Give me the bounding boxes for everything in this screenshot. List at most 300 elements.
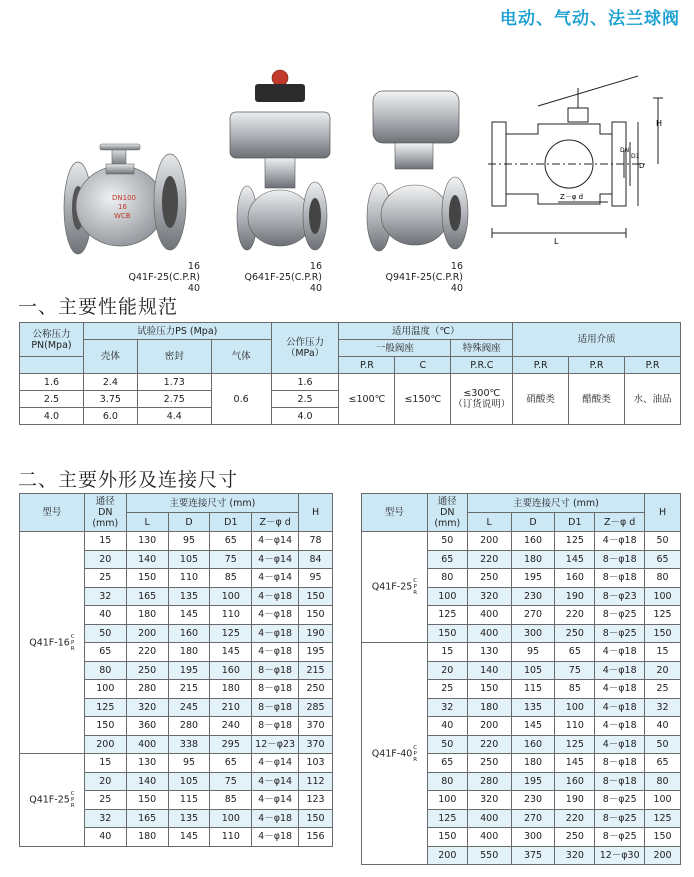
cell-d1: 320 — [555, 846, 595, 865]
header-h: H — [299, 494, 333, 532]
header-special-seat: 特殊阀座 — [451, 340, 513, 357]
model-material-codes: C P R — [70, 633, 75, 652]
cell-d1: 145 — [555, 550, 595, 569]
model-name: Q41F-25 — [371, 581, 413, 593]
cell-l: 150 — [467, 680, 511, 699]
cell-dn: 80 — [427, 569, 467, 588]
cell-z: 8－φ18 — [595, 754, 645, 773]
cell-h: 285 — [299, 698, 333, 717]
cell-h: 125 — [645, 809, 681, 828]
header-h: H — [645, 494, 681, 532]
cell-d: 105 — [168, 772, 210, 791]
cell-h: 150 — [645, 828, 681, 847]
cell-dn: 100 — [427, 587, 467, 606]
cell-h: 156 — [299, 828, 333, 847]
valve-marking-pn: 16 — [118, 203, 127, 211]
cell-l: 400 — [467, 606, 511, 625]
cell-d1: 160 — [555, 772, 595, 791]
cell-d: 110 — [168, 569, 210, 588]
cell-d: 135 — [168, 809, 210, 828]
valve-marking-dn: DN100 — [112, 194, 136, 202]
cell-z: 4－φ18 — [252, 643, 299, 662]
product-caption-q41f — [80, 261, 200, 294]
cell-l: 140 — [126, 772, 168, 791]
cell-l: 150 — [126, 569, 168, 588]
cell-dn: 125 — [427, 606, 467, 625]
cell-d1: 190 — [555, 791, 595, 810]
cell-h: 150 — [299, 809, 333, 828]
cell-z: 4－φ14 — [252, 569, 299, 588]
cell-d1: 110 — [210, 606, 252, 625]
cell-z: 4－φ18 — [595, 532, 645, 551]
cell-h: 100 — [645, 587, 681, 606]
model-name: Q41F-25 — [29, 794, 70, 806]
cell-l: 360 — [126, 717, 168, 736]
product-label: Q941F-25(C.P.R) — [385, 272, 463, 283]
header-model: 型号 — [20, 494, 85, 532]
cell-model — [20, 532, 85, 754]
dim-label-h: H — [656, 119, 663, 128]
cell-l: 280 — [467, 772, 511, 791]
header-working-pressure: 公作压力 （MPa） — [271, 323, 339, 374]
cell-h: 65 — [645, 754, 681, 773]
cell-dn: 100 — [427, 791, 467, 810]
model-material-codes: C P R — [413, 744, 418, 763]
cell-z: 8－φ18 — [252, 680, 299, 699]
cell-d: 245 — [168, 698, 210, 717]
cell-d1: 110 — [210, 828, 252, 847]
page-title: 电动、气动、法兰球阀 — [500, 9, 680, 29]
cell-d: 115 — [168, 791, 210, 810]
cell-d1: 220 — [555, 809, 595, 828]
cell-z: 4－φ18 — [595, 680, 645, 699]
cell-d1: 85 — [210, 791, 252, 810]
cell-pn: 4.0 — [20, 408, 84, 425]
cell-d: 105 — [511, 661, 555, 680]
cell-h: 125 — [645, 606, 681, 625]
dim-label-d: D — [639, 162, 645, 170]
cell-dn: 150 — [427, 624, 467, 643]
cell-d: 160 — [511, 532, 555, 551]
cell-dn: 65 — [427, 754, 467, 773]
cell-seal: 1.73 — [137, 374, 211, 391]
cell-z: 4－φ18 — [595, 717, 645, 736]
cell-l: 250 — [126, 661, 168, 680]
table-row — [362, 643, 681, 662]
cell-dn: 50 — [84, 624, 126, 643]
cell-l: 200 — [467, 717, 511, 736]
cell-l: 180 — [126, 828, 168, 847]
cell-h: 40 — [645, 717, 681, 736]
pneumatic-ball-valve-image — [225, 68, 335, 260]
pressure-top: 16 — [309, 261, 322, 272]
cell-body: 2.4 — [83, 374, 137, 391]
cell-pn: 2.5 — [20, 391, 84, 408]
header-d: D — [168, 513, 210, 532]
header-main-dims: 主要连接尺寸 (mm) — [126, 494, 298, 513]
cell-l: 320 — [467, 587, 511, 606]
header-z: Z－φ d — [595, 513, 645, 532]
cell-dn: 50 — [427, 735, 467, 754]
header-dn: 通径 DN (mm) — [427, 494, 467, 532]
cell-dn: 200 — [84, 735, 126, 754]
cell-z: 8－φ25 — [595, 624, 645, 643]
cell-h: 32 — [645, 698, 681, 717]
cell-l: 180 — [467, 698, 511, 717]
cell-d1: 295 — [210, 735, 252, 754]
cell-d: 300 — [511, 828, 555, 847]
pressure-top: 16 — [187, 261, 200, 272]
cell-d: 230 — [511, 791, 555, 810]
cell-h: 150 — [299, 606, 333, 625]
cell-dn: 125 — [427, 809, 467, 828]
cell-model — [362, 643, 428, 865]
cell-dn: 50 — [427, 532, 467, 551]
cell-z: 8－φ25 — [595, 791, 645, 810]
cell-h: 370 — [299, 717, 333, 736]
cell-d: 215 — [168, 680, 210, 699]
cell-l: 220 — [467, 735, 511, 754]
electric-ball-valve-image — [355, 85, 473, 260]
cell-l: 250 — [467, 569, 511, 588]
cell-dn: 80 — [84, 661, 126, 680]
cell-dn: 150 — [427, 828, 467, 847]
cell-d: 115 — [511, 680, 555, 699]
cell-dn: 65 — [427, 550, 467, 569]
cell-dn: 25 — [84, 569, 126, 588]
cell-z: 4－φ18 — [252, 587, 299, 606]
cell-dn: 32 — [427, 698, 467, 717]
cell-z: 4－φ14 — [252, 532, 299, 551]
cell-h: 80 — [645, 569, 681, 588]
cell-l: 400 — [467, 828, 511, 847]
cell-d: 180 — [511, 550, 555, 569]
cell-d1: 100 — [555, 698, 595, 717]
header-media-pr-2: P.R — [569, 357, 625, 374]
cell-d: 270 — [511, 606, 555, 625]
product-caption-q941f — [345, 261, 463, 294]
technical-drawing — [488, 68, 684, 248]
cell-l: 250 — [467, 754, 511, 773]
cell-h: 84 — [299, 550, 333, 569]
cell-d1: 85 — [555, 680, 595, 699]
cell-z: 4－φ14 — [252, 550, 299, 569]
cell-d1: 220 — [555, 606, 595, 625]
header-dn: 通径 DN (mm) — [84, 494, 126, 532]
cell-l: 150 — [126, 791, 168, 810]
cell-z: 4－φ14 — [252, 754, 299, 773]
cell-z: 8－φ18 — [595, 569, 645, 588]
cell-z: 8－φ25 — [595, 809, 645, 828]
cell-h: 250 — [299, 680, 333, 699]
cell-l: 400 — [467, 624, 511, 643]
dimension-table-right — [361, 493, 681, 865]
cell-d1: 125 — [210, 624, 252, 643]
cell-body: 3.75 — [83, 391, 137, 408]
dim-label-z: Z－φ d — [560, 193, 584, 201]
cell-d1: 65 — [210, 532, 252, 551]
cell-dn: 65 — [84, 643, 126, 662]
cell-z: 8－φ18 — [595, 772, 645, 791]
cell-media-2: 醋酸类 — [569, 374, 625, 425]
cell-d: 145 — [168, 828, 210, 847]
cell-h: 370 — [299, 735, 333, 754]
cell-dn: 40 — [427, 717, 467, 736]
cell-z: 8－φ18 — [252, 717, 299, 736]
cell-model — [20, 754, 85, 847]
product-caption-q641f — [200, 261, 322, 294]
cell-d1: 190 — [555, 587, 595, 606]
cell-h: 112 — [299, 772, 333, 791]
header-temp-prc: P.R.C — [451, 357, 513, 374]
cell-dn: 20 — [84, 772, 126, 791]
header-body: 壳体 — [83, 340, 137, 374]
header-seal: 密封 — [137, 340, 211, 374]
cell-gas: 0.6 — [211, 374, 271, 425]
cell-z: 4－φ18 — [252, 828, 299, 847]
cell-z: 12－φ23 — [252, 735, 299, 754]
cell-dn: 40 — [84, 606, 126, 625]
cell-d: 180 — [168, 643, 210, 662]
cell-l: 180 — [126, 606, 168, 625]
cell-work: 4.0 — [271, 408, 339, 425]
model-material-codes: C P R — [70, 790, 75, 809]
cell-h: 65 — [645, 550, 681, 569]
cell-d1: 145 — [210, 643, 252, 662]
cell-d: 105 — [168, 550, 210, 569]
cell-z: 4－φ18 — [595, 735, 645, 754]
cell-d: 160 — [168, 624, 210, 643]
header-l: L — [467, 513, 511, 532]
cell-h: 25 — [645, 680, 681, 699]
cell-l: 400 — [126, 735, 168, 754]
product-label: Q41F-25(C.P.R) — [128, 272, 200, 283]
header-media-pr-1: P.R — [513, 357, 569, 374]
cell-l: 140 — [467, 661, 511, 680]
cell-h: 50 — [645, 735, 681, 754]
header-z: Z－φ d — [252, 513, 299, 532]
header-normal-seat: 一般阀座 — [339, 340, 451, 357]
cell-l: 200 — [467, 532, 511, 551]
cell-dn: 125 — [84, 698, 126, 717]
cell-d: 230 — [511, 587, 555, 606]
cell-z: 4－φ14 — [252, 791, 299, 810]
cell-l: 320 — [467, 791, 511, 810]
cell-d1: 75 — [210, 550, 252, 569]
cell-z: 4－φ18 — [595, 661, 645, 680]
table-row — [20, 532, 333, 551]
header-gas: 气体 — [211, 340, 271, 374]
spec-row — [20, 374, 681, 391]
dim-label-dn: DN — [620, 147, 630, 154]
cell-d: 195 — [511, 772, 555, 791]
cell-l: 130 — [126, 754, 168, 773]
cell-d: 135 — [511, 698, 555, 717]
cell-d: 180 — [511, 754, 555, 773]
table-row — [20, 754, 333, 773]
header-temp-c: C — [395, 357, 451, 374]
dim-label-l: L — [554, 237, 559, 246]
cell-pn: 1.6 — [20, 374, 84, 391]
cell-z: 4－φ18 — [252, 606, 299, 625]
cell-dn: 15 — [84, 532, 126, 551]
cell-h: 215 — [299, 661, 333, 680]
cell-temp-prc: ≤300℃ （订货说明） — [451, 374, 513, 425]
cell-z: 8－φ18 — [252, 698, 299, 717]
dimension-table-left — [19, 493, 333, 847]
cell-h: 123 — [299, 791, 333, 810]
cell-d: 160 — [511, 735, 555, 754]
cell-d1: 85 — [210, 569, 252, 588]
flanged-ball-valve-image — [40, 140, 200, 260]
cell-dn: 20 — [427, 661, 467, 680]
cell-d1: 250 — [555, 828, 595, 847]
dim-label-d1: D1 — [631, 153, 640, 160]
cell-z: 4－φ18 — [595, 698, 645, 717]
cell-d: 95 — [168, 754, 210, 773]
header-temp-pr: P.R — [339, 357, 395, 374]
cell-d1: 125 — [555, 532, 595, 551]
cell-d: 375 — [511, 846, 555, 865]
cell-d1: 110 — [555, 717, 595, 736]
cell-d: 195 — [168, 661, 210, 680]
cell-h: 150 — [645, 624, 681, 643]
product-q41f — [40, 140, 200, 260]
cell-seal: 2.75 — [137, 391, 211, 408]
cell-dn: 25 — [427, 680, 467, 699]
cell-media-1: 硝酸类 — [513, 374, 569, 425]
cell-z: 8－φ18 — [252, 661, 299, 680]
header-media: 适用介质 — [513, 323, 681, 357]
cell-l: 165 — [126, 809, 168, 828]
cell-h: 50 — [645, 532, 681, 551]
cell-h: 80 — [645, 772, 681, 791]
cell-h: 190 — [299, 624, 333, 643]
cell-d: 145 — [168, 606, 210, 625]
cell-l: 400 — [467, 809, 511, 828]
pressure-bottom: 40 — [187, 283, 200, 294]
header-nominal-pressure: 公称压力 PN(Mpa) — [20, 323, 84, 357]
cell-d1: 125 — [555, 735, 595, 754]
cell-h: 200 — [645, 846, 681, 865]
cell-dn: 20 — [84, 550, 126, 569]
cell-media-3: 水、油品 — [625, 374, 681, 425]
cell-d1: 145 — [555, 754, 595, 773]
pressure-bottom: 40 — [309, 283, 322, 294]
cell-z: 8－φ25 — [595, 828, 645, 847]
header-test-pressure: 试验压力PS (Mpa) — [83, 323, 271, 340]
cell-d1: 160 — [210, 661, 252, 680]
cell-d1: 210 — [210, 698, 252, 717]
section-title-dimensions: 二、主要外形及连接尺寸 — [18, 469, 239, 491]
header-l: L — [126, 513, 168, 532]
cell-d: 145 — [511, 717, 555, 736]
cell-d: 135 — [168, 587, 210, 606]
cell-d1: 160 — [555, 569, 595, 588]
cell-d: 300 — [511, 624, 555, 643]
cell-d: 338 — [168, 735, 210, 754]
cell-z: 8－φ25 — [595, 606, 645, 625]
cell-d1: 240 — [210, 717, 252, 736]
product-q941f — [355, 85, 473, 260]
cell-h: 103 — [299, 754, 333, 773]
cell-dn: 80 — [427, 772, 467, 791]
cell-l: 550 — [467, 846, 511, 865]
cell-d1: 75 — [555, 661, 595, 680]
performance-spec-table — [19, 322, 681, 425]
header-temperature: 适用温度（℃） — [339, 323, 513, 340]
cell-l: 220 — [467, 550, 511, 569]
product-q641f — [225, 68, 335, 260]
cell-z: 8－φ23 — [595, 587, 645, 606]
cell-dn: 15 — [84, 754, 126, 773]
cell-l: 320 — [126, 698, 168, 717]
valve-marking-material: WCB — [114, 212, 131, 220]
cell-z: 8－φ18 — [595, 550, 645, 569]
cell-d: 95 — [511, 643, 555, 662]
table-row — [362, 532, 681, 551]
cell-dn: 150 — [84, 717, 126, 736]
cell-h: 195 — [299, 643, 333, 662]
cell-d: 280 — [168, 717, 210, 736]
cell-work: 2.5 — [271, 391, 339, 408]
cell-d1: 100 — [210, 587, 252, 606]
header-model: 型号 — [362, 494, 428, 532]
cell-l: 130 — [467, 643, 511, 662]
cell-h: 100 — [645, 791, 681, 810]
cell-d1: 250 — [555, 624, 595, 643]
cell-d1: 100 — [210, 809, 252, 828]
cell-temp-pr: ≤100℃ — [339, 374, 395, 425]
product-label: Q641F-25(C.P.R) — [244, 272, 322, 283]
cell-dn: 200 — [427, 846, 467, 865]
cell-dn: 32 — [84, 809, 126, 828]
cell-model — [362, 532, 428, 643]
cell-work: 1.6 — [271, 374, 339, 391]
cell-l: 200 — [126, 624, 168, 643]
header-media-pr-3: P.R — [625, 357, 681, 374]
cell-dn: 15 — [427, 643, 467, 662]
cell-z: 4－φ18 — [252, 624, 299, 643]
cell-h: 95 — [299, 569, 333, 588]
cell-dn: 40 — [84, 828, 126, 847]
pressure-top: 16 — [450, 261, 463, 272]
cell-dn: 32 — [84, 587, 126, 606]
cell-h: 15 — [645, 643, 681, 662]
cell-d: 95 — [168, 532, 210, 551]
cell-l: 165 — [126, 587, 168, 606]
cell-h: 150 — [299, 587, 333, 606]
cell-dn: 100 — [84, 680, 126, 699]
cell-l: 220 — [126, 643, 168, 662]
model-name: Q41F-40 — [371, 748, 413, 759]
cell-d1: 180 — [210, 680, 252, 699]
cell-dn: 25 — [84, 791, 126, 810]
header-d1: D1 — [555, 513, 595, 532]
cell-z: 12－φ30 — [595, 846, 645, 865]
cell-z: 4－φ14 — [252, 772, 299, 791]
model-name: Q41F-16 — [29, 637, 70, 648]
cell-l: 140 — [126, 550, 168, 569]
cell-d1: 65 — [555, 643, 595, 662]
section-title-performance: 一、主要性能规范 — [18, 296, 179, 318]
pressure-bottom: 40 — [450, 283, 463, 294]
cell-d: 270 — [511, 809, 555, 828]
cell-z: 4－φ18 — [595, 643, 645, 662]
cell-h: 78 — [299, 532, 333, 551]
cell-temp-c: ≤150℃ — [395, 374, 451, 425]
cell-body: 6.0 — [83, 408, 137, 425]
